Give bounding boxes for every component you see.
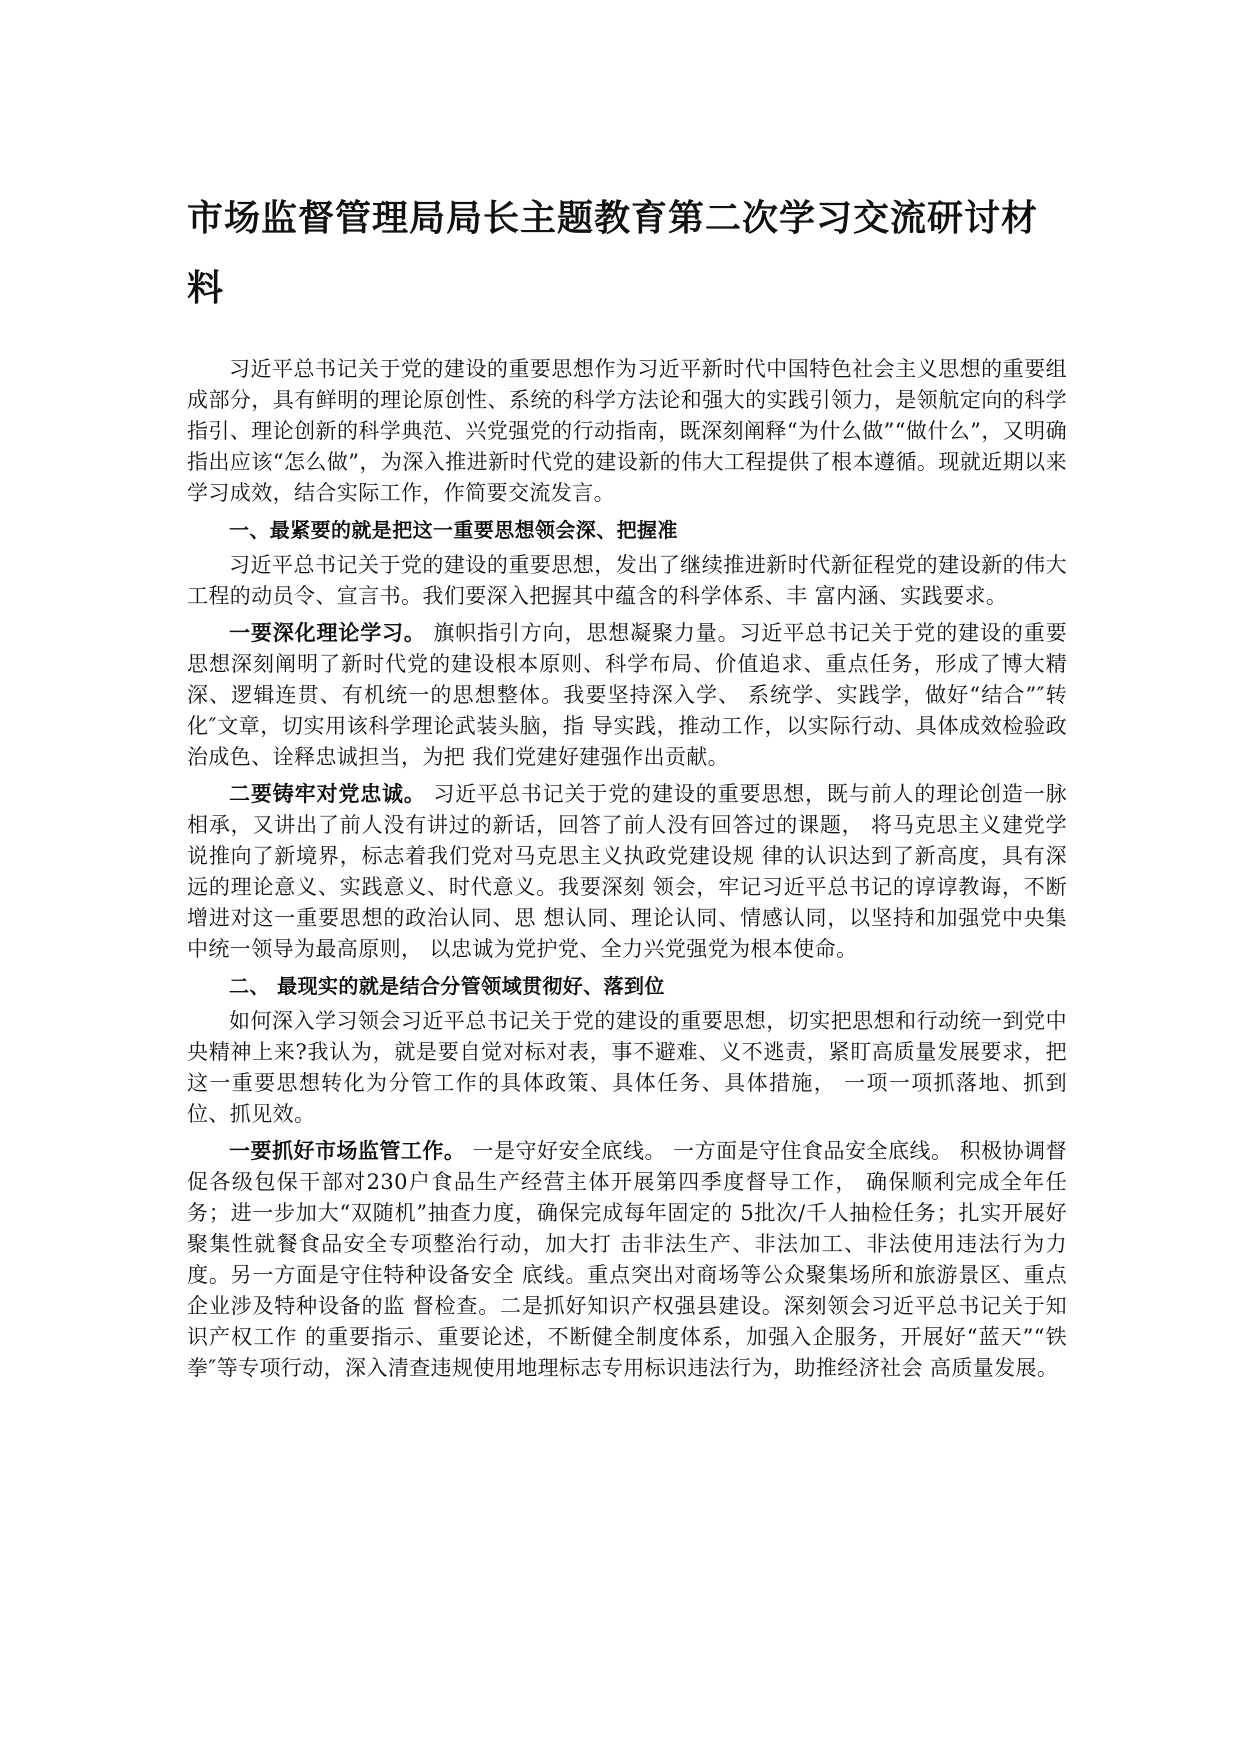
document-title: 市场监督管理局局长主题教育第二次学习交流研讨材料 — [187, 198, 1039, 309]
point-lead: 一要抓好市场监管工作。 — [229, 1139, 466, 1163]
section-2-paragraph: 如何深入学习领会习近平总书记关于党的建设的重要思想，切实把思想和行动统一到党中央精神上来?我认为，就是要自觉对标对表，事不避难、义不逃责，紧盯高质量发展要求，把这一重要思想转化为分管工作的具体政策、具体任务、具体措施， 一项一项抓落地、抓到位、抓见效。 — [187, 1009, 1067, 1126]
intro-paragraph: 习近平总书记关于党的建设的重要思想作为习近平新时代中国特色社会主义思想的重要组成部分，具有鲜明的理论原创性、系统的科学方法论和强大的实践引领力，是领航定向的科学指引、理论创新的科学典范、兴党强党的行动指南，既深刻阐释“为什么做”“做什么”，又明确指出应该“怎么做”，为深入推进新时代党的建设新的伟大工程提供了根本遵循。现就近期以来学习成效，结合实际工作，作简要交流发言。 — [187, 357, 1067, 505]
section-1-point-2 — [187, 779, 1067, 965]
section-2-point-1 — [187, 1136, 1067, 1384]
point-text: 旗帜指引方向，思想凝聚力量。习近平总书记关于党的建设的重要思想深刻阐明了新时代党的建设根本原则、科学布局、价值追求、重点任务，形成了博大精深、逻辑连贯、有机统一的思想整体。我要坚持深入学、 系统学、实践学，做好“结合”″转化″文章，切实用该科学理论武装头脑，指 导实践，推动工作，以实际行动、具体成效检验政治成色、诠释忠诚担当，为把 我们党建好建强作出贡献。 — [187, 621, 1067, 769]
document-body — [187, 184, 1067, 1390]
point-lead: 一要深化理论学习。 — [229, 621, 426, 645]
point-lead: 二要铸牢对党忠诚。 — [229, 782, 426, 806]
section-2-heading: 二、 最现实的就是结合分管领域贯彻好、落到位 — [229, 974, 665, 998]
section-1-heading: 一、最紧要的就是把这一重要思想领会深、把握准 — [229, 518, 678, 542]
section-1-point-1 — [187, 618, 1067, 773]
point-text: 一是守好安全底线。 一方面是守住食品安全底线。 积极协调督促各级包保干部对230户食品生产经营主体开展第四季度督导工作， 确保顺利完成全年任务；进一步加大“双随机”抽查力度，确保完成每年固定的 5批次/千人抽检任务；扎实开展好聚集性就餐食品安全专项整治行动，加大打 击非法生产、非法加工、非法使用违法行为力度。另一方面是守住特种设备安全 底线。重点突出对商场等公众聚集场所和旅游景区、重点企业涉及特种设备的监 督检查。二是抓好知识产权强县建设。深刻领会习近平总书记关于知识产权工作 的重要指示、重要论述，不断健全制度体系，加强入企服务，开展好“蓝天”“铁 拳″等专项行动，深入清查违规使用地理标志专用标识违法行为，助推经济社会 高质量发展。 — [187, 1139, 1067, 1380]
section-1-paragraph: 习近平总书记关于党的建设的重要思想，发出了继续推进新时代新征程党的建设新的伟大工程的动员令、宣言书。我们要深入把握其中蕴含的科学体系、丰 富内涵、实践要求。 — [187, 553, 1067, 608]
point-text: 习近平总书记关于党的建设的重要思想，既与前人的理论创造一脉相承，又讲出了前人没有讲过的新话，回答了前人没有回答过的课题， 将马克思主义建党学说推向了新境界，标志着我们党对马克思主义执政党建设规 律的认识达到了新高度，具有深远的理论意义、实践意义、时代意义。我要深刻 领会，牢记习近平总书记的谆谆教诲，不断增进对这一重要思想的政治认同、思 想认同、理论认同、情感认同，以坚持和加强党中央集中统一领导为最高原则， 以忠诚为党护党、全力兴党强党为根本使命。 — [187, 782, 1067, 961]
